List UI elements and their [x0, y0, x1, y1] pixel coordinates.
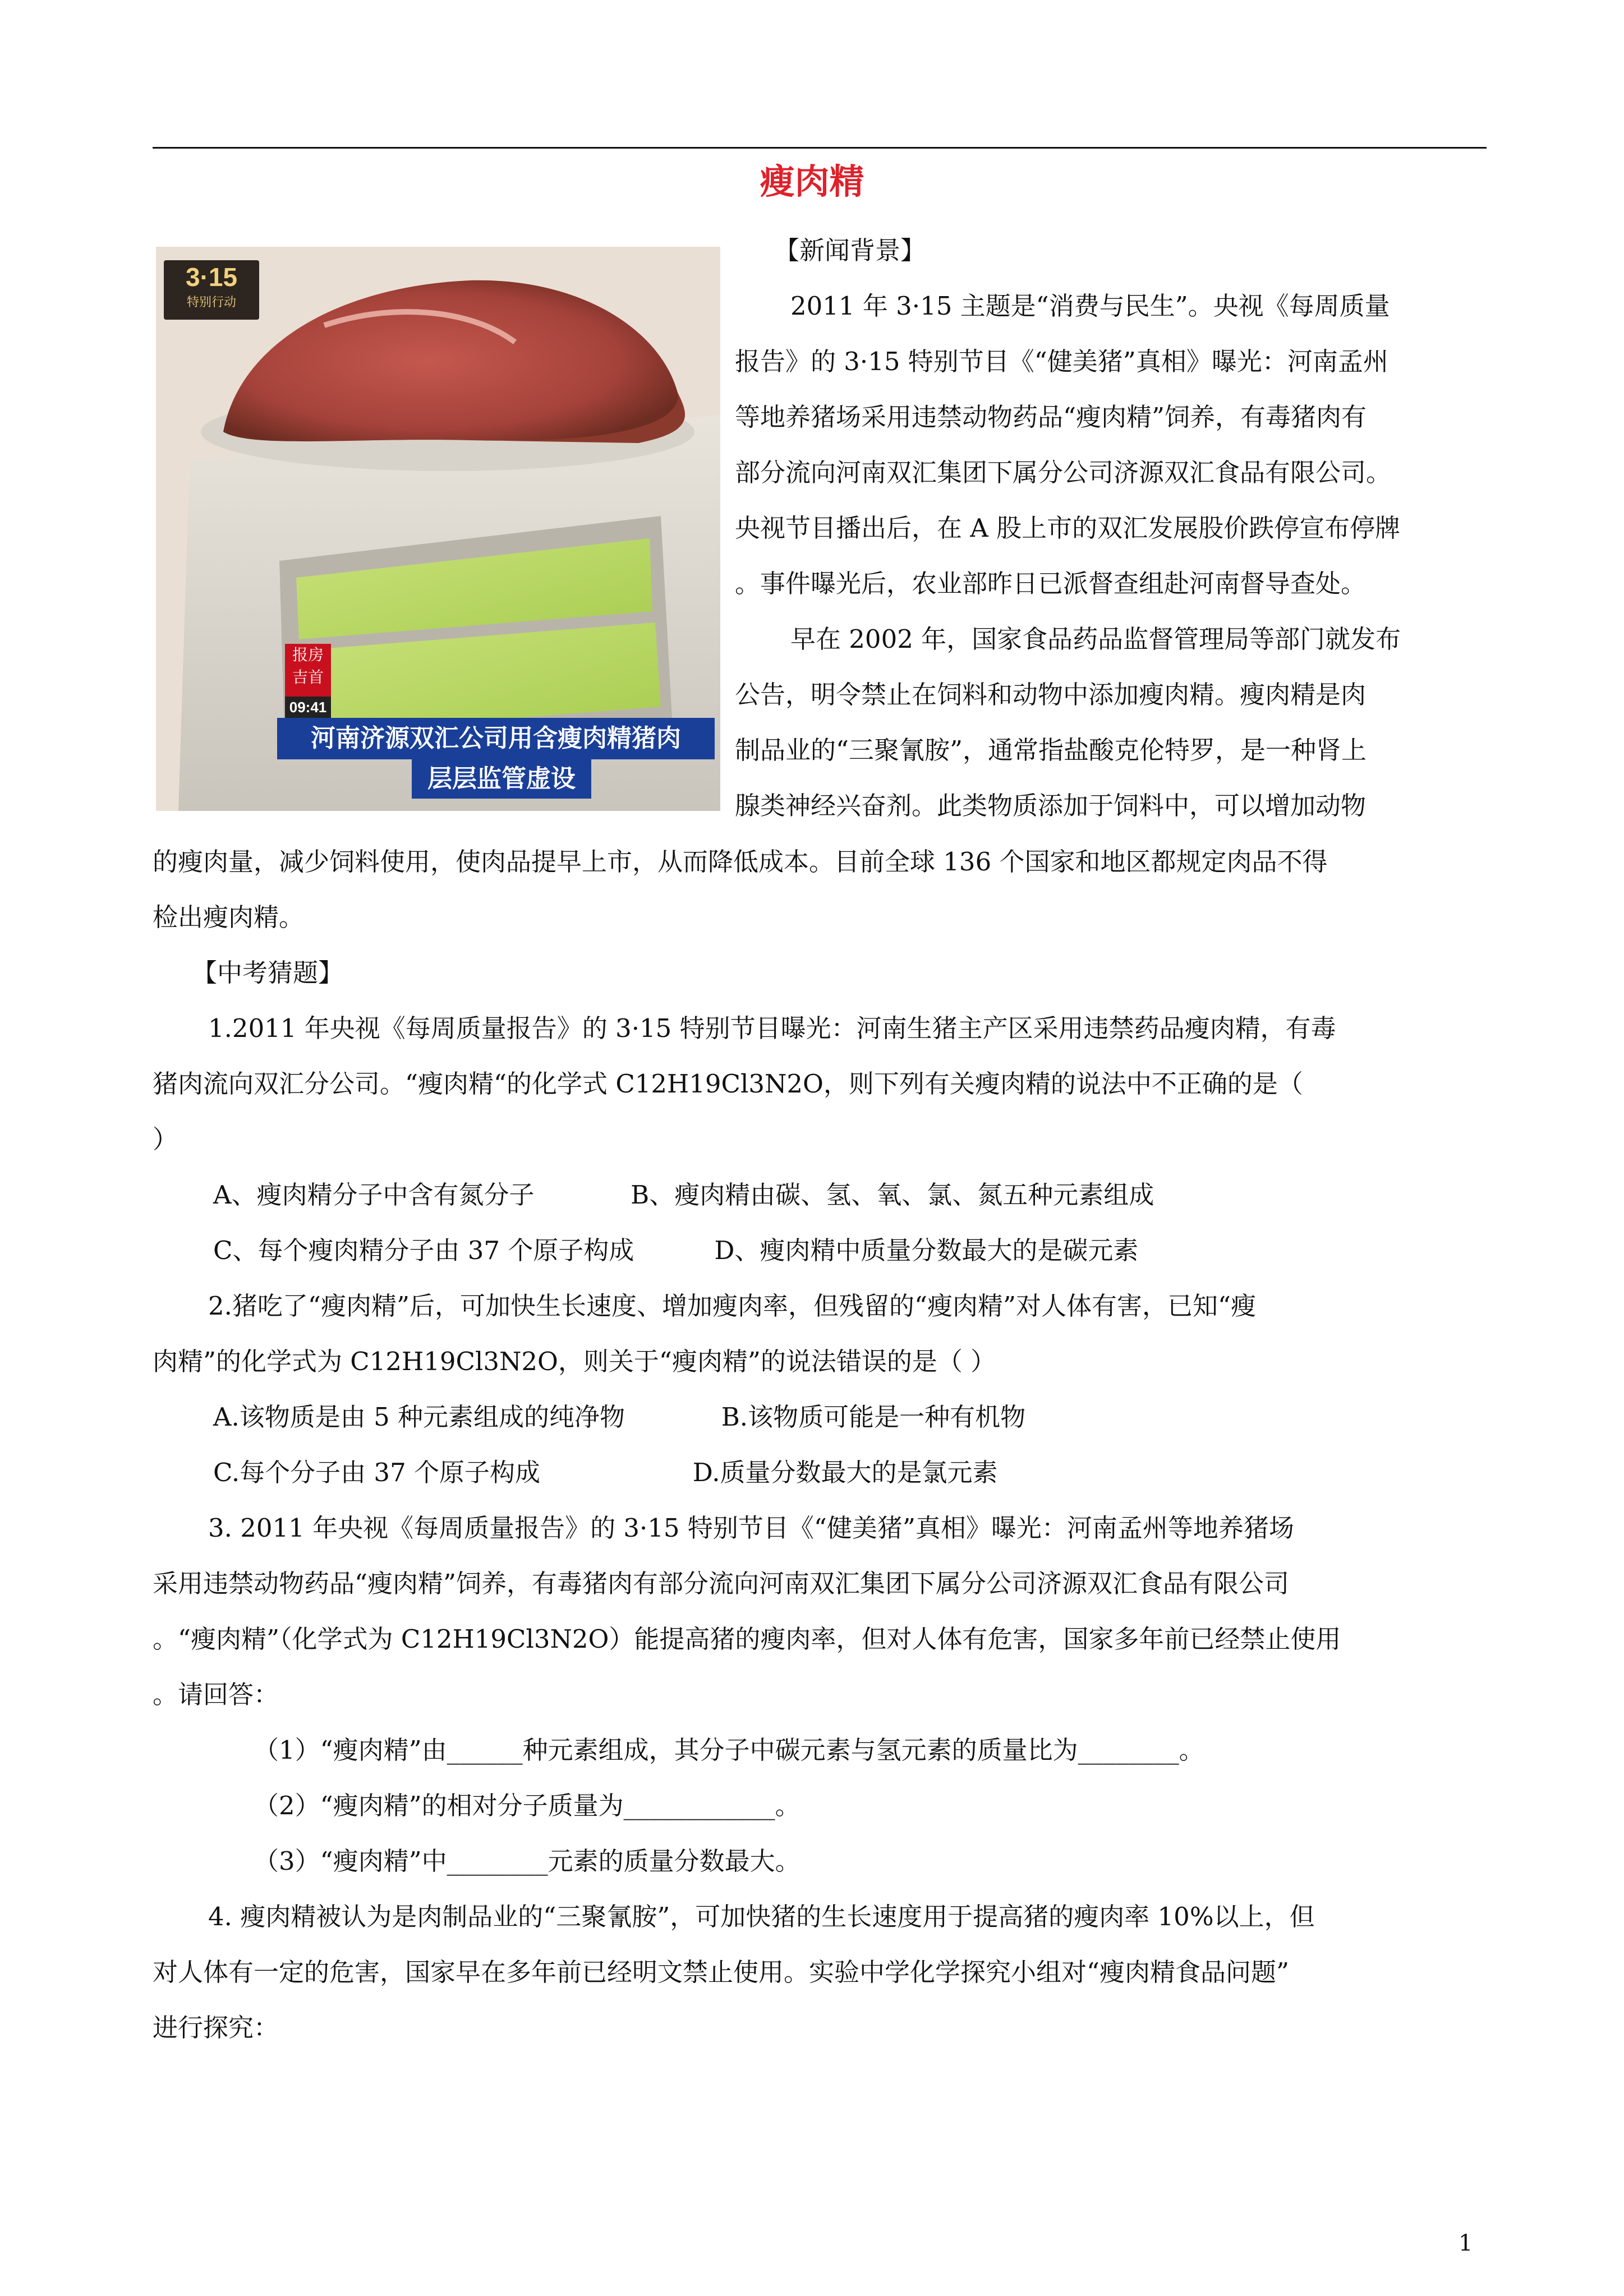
page-number: 1 — [1459, 2230, 1473, 2256]
text-line: 制品业的“三聚氰胺”，通常指盐酸克伦特罗，是一种肾上 — [735, 735, 1367, 765]
text-line: 等地养猪场采用违禁动物药品“瘦肉精”饲养，有毒猪肉有 — [735, 402, 1367, 432]
question-2-options-cd: C.每个分子由 37 个原子构成 D.质量分数最大的是氯元素 — [213, 1458, 998, 1487]
question-3: 3. 2011 年央视《每周质量报告》的 3·15 特别节目《“健美猪”真相》曝光：河南孟州等地养猪场 — [208, 1513, 1294, 1543]
question-3-part-1: （1）“瘦肉精”由______种元素组成，其分子中碳元素与氢元素的质量比为________。 — [254, 1735, 1204, 1765]
text-line: 央视节目播出后，在 A 股上市的双汇发展股价跌停宣布停牌 — [735, 513, 1401, 543]
question-1-options-cd: C、每个瘦肉精分子由 37 个原子构成 D、瘦肉精中质量分数最大的是碳元素 — [213, 1235, 1139, 1265]
text-line: 2011 年 3·15 主题是“消费与民生”。央视《每周质量 — [790, 291, 1390, 321]
question-2: 2.猪吃了“瘦肉精”后，可加快生长速度、增加瘦肉率，但残留的“瘦肉精”对人体有害，已知“瘦 — [208, 1291, 1256, 1321]
question-3-part-2: （2）“瘦肉精”的相对分子质量为____________。 — [254, 1791, 801, 1820]
question-1: 1.2011 年央视《每周质量报告》的 3·15 特别节目曝光：河南生猪主产区采用违禁药品瘦肉精，有毒 — [208, 1013, 1336, 1043]
text-line: 早在 2002 年，国家食品药品监督管理局等部门就发布 — [790, 624, 1401, 654]
text-line: 采用违禁动物药品“瘦肉精”饲养，有毒猪肉有部分流向河南双汇集团下属分公司济源双汇食品有限公司 — [153, 1569, 1290, 1598]
text-line: 检出瘦肉精。 — [153, 902, 305, 932]
text-line: 报告》的 3·15 特别节目《“健美猪”真相》曝光：河南孟州 — [735, 347, 1388, 376]
tv-station-logo: 报房 吉首 — [285, 644, 331, 697]
question-4: 4. 瘦肉精被认为是肉制品业的“三聚氰胺”，可加快猪的生长速度用于提高猪的瘦肉率 10%以上，但 — [208, 1902, 1315, 1931]
question-3-part-3: （3）“瘦肉精”中________元素的质量分数最大。 — [254, 1846, 801, 1876]
tv-time: 09:41 — [285, 697, 331, 718]
page-title: 瘦肉精 — [760, 161, 864, 202]
news-caption-line1: 河南济源双汇公司用含瘦肉精猪肉 — [277, 718, 715, 759]
question-2-options-ab: A.该物质是由 5 种元素组成的纯净物 B.该物质可能是一种有机物 — [213, 1402, 1026, 1432]
text-line: ） — [153, 1124, 178, 1154]
text-line: 。事件曝光后，农业部昨日已派督查组赴河南督导查处。 — [735, 569, 1367, 598]
text-line: 的瘦肉量，减少饲料使用，使肉品提早上市，从而降低成本。目前全球 136 个国家和地区都规定肉品不得 — [153, 847, 1328, 877]
news-background-column — [735, 223, 1487, 833]
text-line: 部分流向河南双汇集团下属分公司济源双汇食品有限公司。 — [735, 458, 1392, 487]
text-line: 进行探究： — [153, 2013, 279, 2043]
news-photo — [156, 247, 720, 811]
text-line: 肉精”的化学式为 C12H19Cl3N2O，则关于“瘦肉精”的说法错误的是（ ） — [153, 1347, 996, 1376]
text-line: 。“瘦肉精”（化学式为 C12H19Cl3N2O）能提高猪的瘦肉率，但对人体有危害，国家多年前已经禁止使用 — [153, 1624, 1341, 1654]
text-line: 猪肉流向双汇分公司。“瘦肉精“的化学式 C12H19Cl3N2O，则下列有关瘦肉精的说法中不正确的是（ — [153, 1069, 1303, 1099]
cctv-315-badge: 3·15 特别行动 — [164, 260, 259, 320]
section-heading-news: 【新闻背景】 — [774, 236, 926, 265]
text-line: 对人体有一定的危害，国家早在多年前已经明文禁止使用。实验中学化学探究小组对“瘦肉精食品问题” — [153, 1957, 1290, 1987]
news-caption-line2: 层层监管虚设 — [412, 759, 591, 799]
question-1-options-ab: A、瘦肉精分子中含有氮分子 B、瘦肉精由碳、氢、氧、氯、氮五种元素组成 — [213, 1180, 1154, 1210]
main-body — [153, 834, 1487, 2055]
header-rule — [153, 147, 1487, 149]
text-line: 公告，明令禁止在饲料和动物中添加瘦肉精。瘦肉精是肉 — [735, 680, 1367, 709]
text-line: 腺类神经兴奋剂。此类物质添加于饲料中，可以增加动物 — [735, 791, 1367, 820]
text-line: 。请回答： — [153, 1680, 279, 1709]
section-heading-quiz: 【中考猜题】 — [192, 958, 344, 988]
